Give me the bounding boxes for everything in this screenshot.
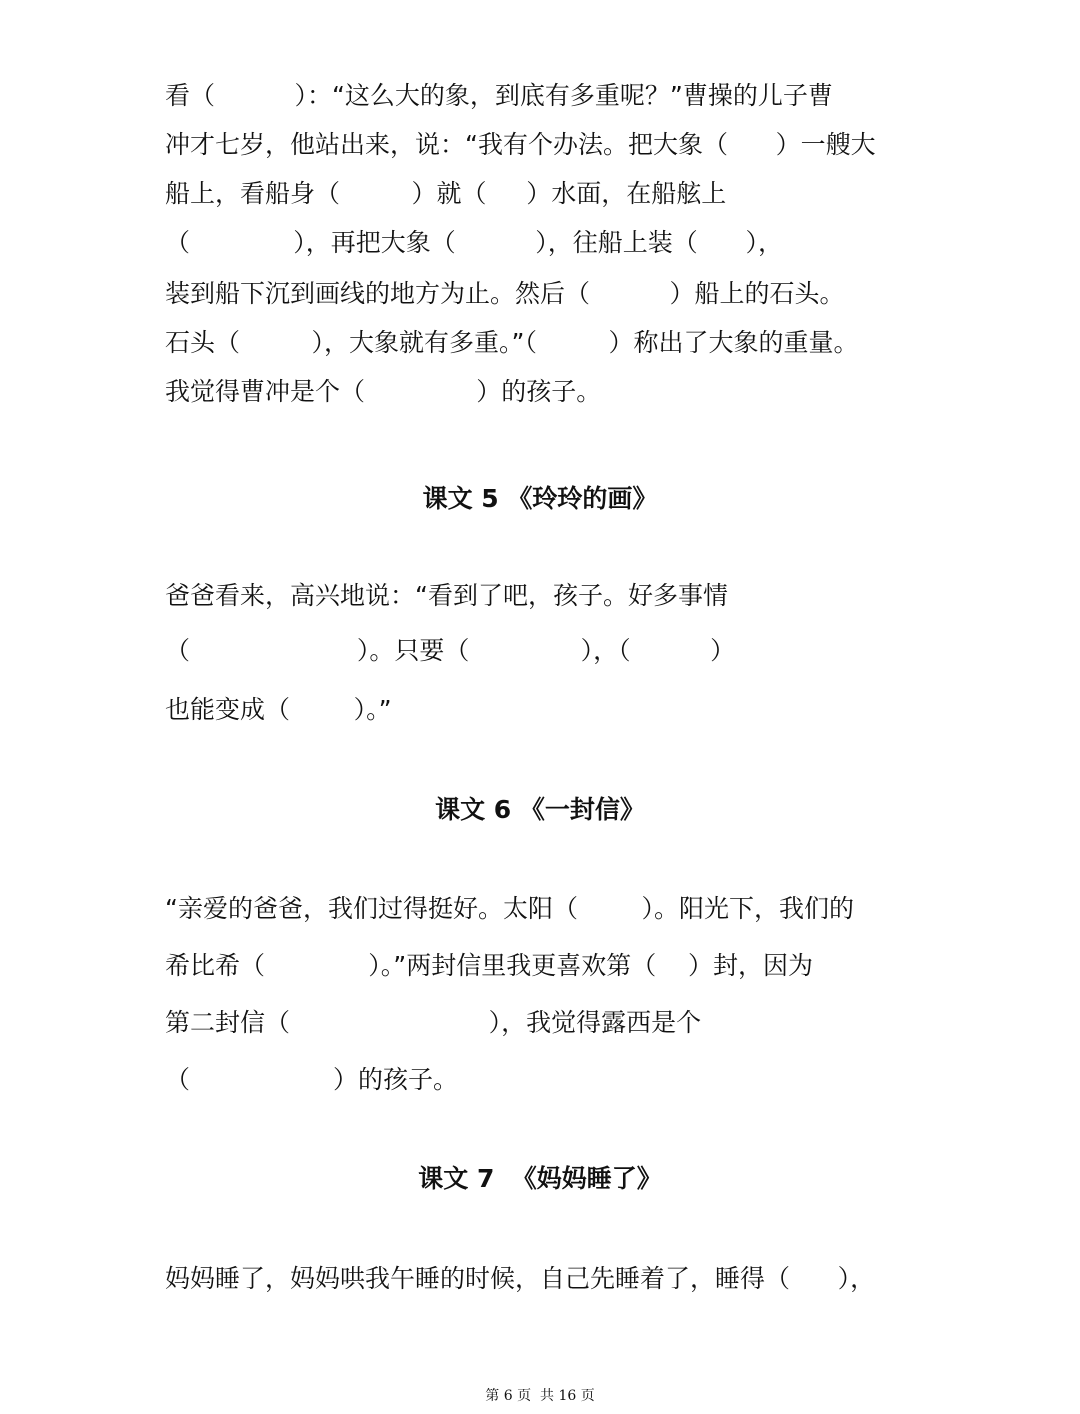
text-line: 装到船下沉到画线的地方为止。然后（ ）船上的石头。 bbox=[165, 279, 845, 308]
lesson-6-title: 课文 6 《一封信》 bbox=[435, 795, 645, 824]
text-line: 妈妈睡了，妈妈哄我午睡的时候，自己先睡着了，睡得（ ）， bbox=[165, 1264, 876, 1293]
lesson-7-title: 课文 7 《妈妈睡了》 bbox=[418, 1164, 662, 1193]
page-number-footer: 第 6 页 共 16 页 bbox=[485, 1388, 595, 1404]
text-line: 希比希（ ）。”两封信里我更喜欢第（ ）封，因为 bbox=[165, 951, 814, 980]
text-line: 第二封信（ ），我觉得露西是个 bbox=[165, 1008, 702, 1037]
text-line: （ ）的孩子。 bbox=[165, 1065, 459, 1094]
text-line: 爸爸看来，高兴地说：“看到了吧，孩子。好多事情 bbox=[165, 581, 728, 610]
text-line: 石头（ ），大象就有多重。”（ ）称出了大象的重量。 bbox=[165, 328, 859, 357]
text-line: （ ），再把大象（ ），往船上装（ ）， bbox=[165, 228, 783, 257]
text-line: 船上，看船身（ ）就（ ）水面，在船舷上 bbox=[165, 179, 727, 208]
text-line: 也能变成（ ）。” bbox=[165, 695, 392, 724]
text-line: “亲爱的爸爸，我们过得挺好。太阳（ ）。阳光下，我们的 bbox=[165, 894, 855, 923]
text-line: 我觉得曹冲是个（ ）的孩子。 bbox=[165, 377, 602, 406]
text-line: 看（ ）：“这么大的象，到底有多重呢？”曹操的儿子曹 bbox=[165, 81, 833, 110]
text-line: （ ）。只要（ ），（ ） bbox=[165, 636, 736, 665]
text-line: 冲才七岁，他站出来，说：“我有个办法。把大象（ ）一艘大 bbox=[165, 130, 876, 159]
lesson-5-title: 课文 5 《玲玲的画》 bbox=[422, 484, 658, 513]
